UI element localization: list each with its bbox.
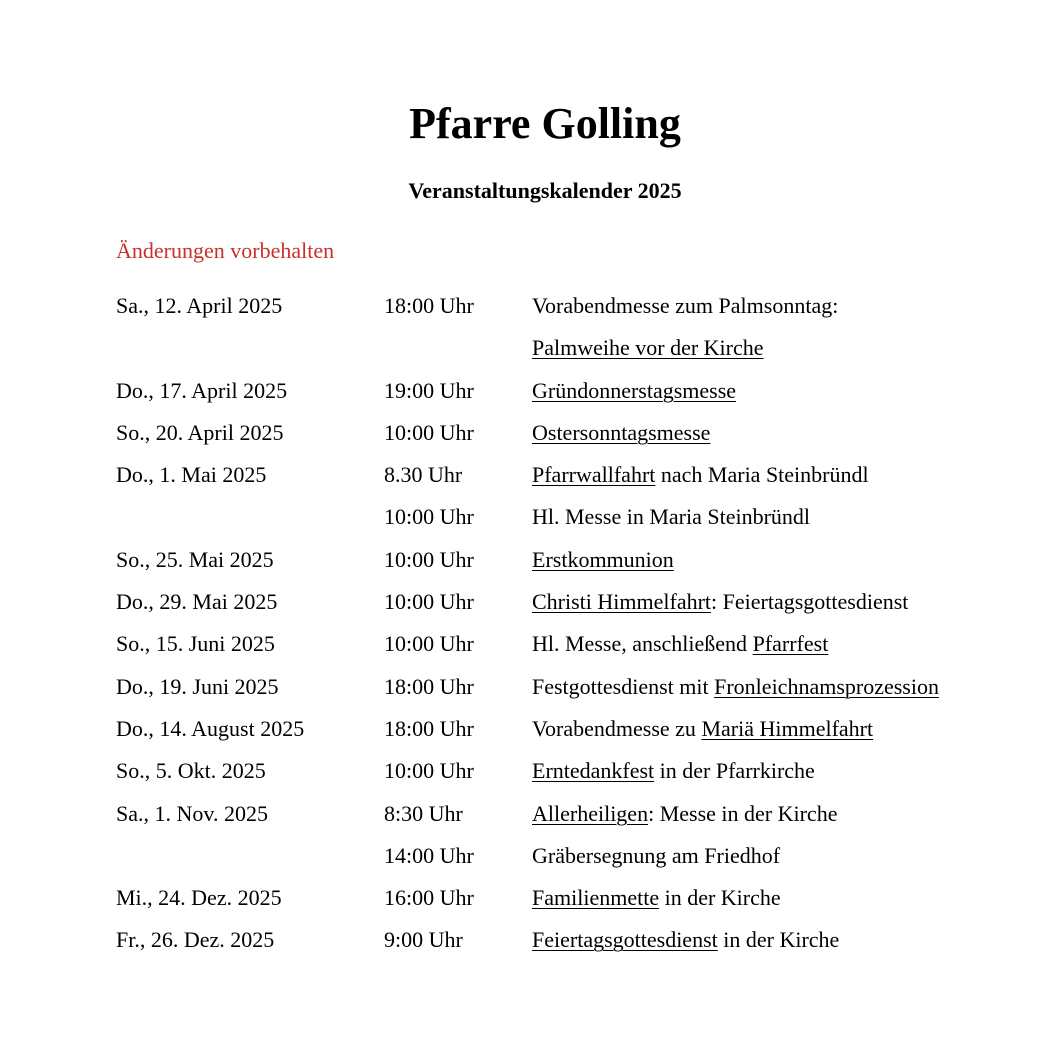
event-text: : Feiertagsgottesdienst xyxy=(711,589,909,615)
event-link[interactable]: Erntedankfest xyxy=(532,758,655,784)
event-text: Vorabendmesse zu xyxy=(532,715,702,741)
event-description xyxy=(532,668,939,706)
event-link[interactable]: Pfarrfest xyxy=(752,631,829,657)
event-text: Gräbersegnung am Friedhof xyxy=(532,842,781,868)
event-time: 18:00 Uhr xyxy=(384,715,474,741)
event-time: 10:00 Uhr xyxy=(384,546,474,572)
event-link[interactable]: Feiertagsgottesdienst xyxy=(532,927,718,953)
event-description xyxy=(532,541,674,579)
page-subtitle: Veranstaltungskalender 2025 xyxy=(408,178,682,203)
event-text: Hl. Messe in Maria Steinbründl xyxy=(532,504,811,530)
event-link[interactable]: Christi Himmelfahrt xyxy=(532,589,712,615)
event-description xyxy=(532,837,780,875)
event-link[interactable]: Allerheiligen xyxy=(532,800,649,826)
event-row xyxy=(116,414,1046,456)
event-date: Mi., 24. Dez. 2025 xyxy=(116,885,282,911)
event-link[interactable]: Gründonnerstagsmesse xyxy=(532,377,737,403)
event-time: 8.30 Uhr xyxy=(384,462,463,488)
event-text: Vorabendmesse zum Palmsonntag: xyxy=(532,293,839,318)
event-date: Do., 17. April 2025 xyxy=(116,377,288,403)
event-description xyxy=(532,456,869,494)
event-row xyxy=(116,752,1046,794)
event-time: 10:00 Uhr xyxy=(384,758,474,784)
event-row xyxy=(116,583,1046,625)
event-row xyxy=(116,668,1046,710)
event-date: Do., 19. Juni 2025 xyxy=(116,673,279,699)
event-date: So., 20. April 2025 xyxy=(116,419,284,445)
event-description xyxy=(532,414,710,452)
event-row xyxy=(116,837,1046,879)
event-link[interactable]: Palmweihe vor der Kirche xyxy=(532,335,764,361)
event-row xyxy=(116,287,1046,329)
event-description xyxy=(532,583,908,621)
event-text: : Messe in der Kirche xyxy=(648,800,838,826)
event-description xyxy=(532,752,815,790)
event-time: 8:30 Uhr xyxy=(384,800,463,826)
page-title: Pfarre Golling xyxy=(409,99,681,148)
event-time: 14:00 Uhr xyxy=(384,842,474,868)
event-time: 18:00 Uhr xyxy=(384,673,474,699)
event-time: 18:00 Uhr xyxy=(384,293,474,318)
event-row xyxy=(116,710,1046,752)
event-link[interactable]: Mariä Himmelfahrt xyxy=(701,715,874,741)
event-list xyxy=(116,287,1046,964)
event-time: 9:00 Uhr xyxy=(384,927,463,953)
event-description xyxy=(532,795,837,833)
event-date: So., 25. Mai 2025 xyxy=(116,546,274,572)
event-date: Do., 29. Mai 2025 xyxy=(116,589,278,615)
event-link[interactable]: Familienmette xyxy=(532,885,660,911)
event-row xyxy=(116,795,1046,837)
event-text: in der Kirche xyxy=(717,927,840,953)
event-description xyxy=(532,625,828,663)
event-description xyxy=(532,498,810,536)
event-date: So., 15. Juni 2025 xyxy=(116,631,275,657)
event-link[interactable]: Erstkommunion xyxy=(532,546,674,572)
event-description xyxy=(532,879,781,917)
event-text: in der Pfarrkirche xyxy=(654,758,815,784)
event-row xyxy=(116,541,1046,583)
event-date: Sa., 12. April 2025 xyxy=(116,293,283,318)
event-link[interactable]: Pfarrwallfahrt xyxy=(532,462,656,488)
event-row xyxy=(116,456,1046,498)
event-row xyxy=(116,879,1046,921)
event-row xyxy=(116,498,1046,540)
event-time: 16:00 Uhr xyxy=(384,885,474,911)
event-time: 19:00 Uhr xyxy=(384,377,474,403)
event-description xyxy=(532,710,873,748)
event-time: 10:00 Uhr xyxy=(384,504,474,530)
event-time: 10:00 Uhr xyxy=(384,419,474,445)
event-description xyxy=(532,287,838,325)
event-row xyxy=(116,372,1046,414)
event-description xyxy=(532,372,736,410)
event-text: nach Maria Steinbründl xyxy=(655,462,869,488)
event-time: 10:00 Uhr xyxy=(384,631,474,657)
event-description xyxy=(532,329,764,367)
event-date: So., 5. Okt. 2025 xyxy=(116,758,266,784)
event-row xyxy=(116,921,1046,963)
event-link[interactable]: Ostersonntagsmesse xyxy=(532,419,711,445)
event-date: Fr., 26. Dez. 2025 xyxy=(116,927,275,953)
event-date: Sa., 1. Nov. 2025 xyxy=(116,800,268,826)
event-description xyxy=(532,921,839,959)
event-row xyxy=(116,625,1046,667)
event-text: in der Kirche xyxy=(659,885,781,911)
event-date: Do., 14. August 2025 xyxy=(116,715,305,741)
event-date: Do., 1. Mai 2025 xyxy=(116,462,267,488)
event-row xyxy=(116,329,1046,371)
event-text: Festgottesdienst mit xyxy=(532,673,715,699)
event-time: 10:00 Uhr xyxy=(384,589,474,615)
event-text: Hl. Messe, anschließend xyxy=(532,631,753,657)
event-link[interactable]: Fronleichnamsprozession xyxy=(714,673,939,699)
changes-notice: Änderungen vorbehalten xyxy=(116,238,335,263)
